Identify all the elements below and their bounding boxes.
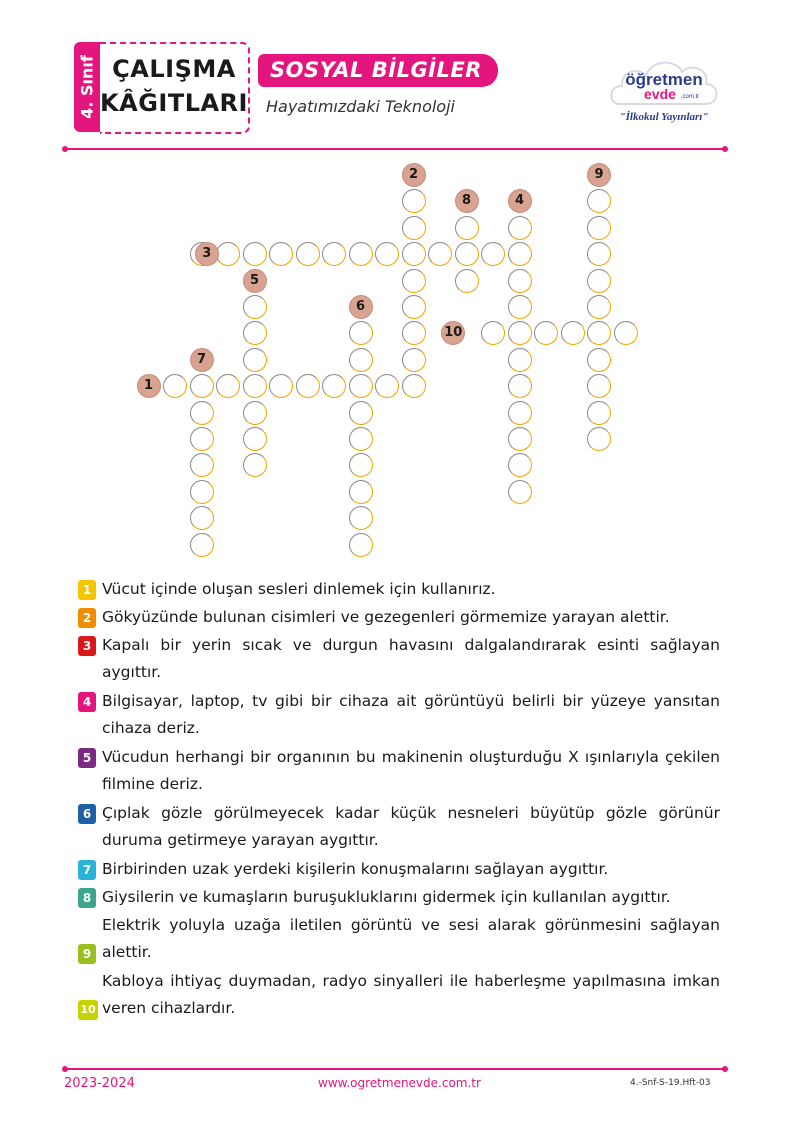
clue-text: Bilgisayar, laptop, tv gibi bir cihaza ait görüntüyü belirli bir yüzeye yansıtan cihaza deriz. (102, 692, 720, 737)
crossword-cell[interactable] (375, 374, 399, 398)
clue-text: Vücudun herhangi bir organının bu makinenin oluşturduğu X ışınlarıyla çekilen filmine deriz. (102, 748, 720, 793)
crossword-cell[interactable] (349, 348, 373, 372)
svg-text:.com.tr: .com.tr (680, 94, 700, 100)
crossword-cell[interactable] (587, 348, 611, 372)
clue-number-marker: 5 (243, 269, 267, 293)
crossword-cell[interactable] (349, 321, 373, 345)
svg-text:öğretmen: öğretmen (625, 70, 703, 89)
clue-text: Kapalı bir yerin sıcak ve durgun havasını dalgalandırarak esinti sağlayan aygıttır. (102, 636, 720, 681)
crossword-cell[interactable] (190, 401, 214, 425)
crossword-cell[interactable] (190, 374, 214, 398)
clue-number-badge: 1 (78, 580, 96, 600)
crossword-cell[interactable] (269, 374, 293, 398)
footer-year: 2023-2024 (64, 1076, 135, 1091)
crossword-cell[interactable] (349, 480, 373, 504)
crossword-cell[interactable] (481, 321, 505, 345)
crossword-cell[interactable] (402, 374, 426, 398)
crossword-cell[interactable] (587, 269, 611, 293)
crossword-cell[interactable] (243, 427, 267, 451)
crossword-cell[interactable] (402, 348, 426, 372)
crossword-cell[interactable] (322, 242, 346, 266)
clue-number-badge: 5 (78, 748, 96, 768)
clue-text: Elektrik yoluyla uzağa iletilen görüntü ve sesi alarak görünmesini sağlayan alettir. (102, 916, 720, 961)
crossword-cell[interactable] (402, 242, 426, 266)
svg-text:evde: evde (644, 86, 676, 102)
crossword-cell[interactable] (561, 321, 585, 345)
clue-item (78, 800, 720, 854)
clue-number-marker: 6 (349, 295, 373, 319)
clue-number-badge: 7 (78, 860, 96, 880)
crossword-cell[interactable] (587, 216, 611, 240)
crossword-cell[interactable] (508, 480, 532, 504)
crossword-cell[interactable] (190, 506, 214, 530)
crossword-cell[interactable] (587, 427, 611, 451)
crossword-cell[interactable] (163, 374, 187, 398)
crossword-cell[interactable] (508, 348, 532, 372)
clue-number-marker: 4 (508, 189, 532, 213)
title-line-2: KÂĞITLARI (100, 89, 248, 117)
clue-number-marker: 1 (137, 374, 161, 398)
crossword-cell[interactable] (243, 321, 267, 345)
clue-text: Çıplak gözle görülmeyecek kadar küçük nesneleri büyütüp gözle görünür duruma getirmeye yarayan aygıttır. (102, 804, 720, 849)
crossword-cell[interactable] (243, 348, 267, 372)
crossword-cell[interactable] (216, 374, 240, 398)
clue-item (78, 688, 720, 742)
crossword-cell[interactable] (190, 533, 214, 557)
crossword-cell[interactable] (508, 295, 532, 319)
crossword-cell[interactable] (508, 453, 532, 477)
crossword-cell[interactable] (455, 242, 479, 266)
clue-item (78, 744, 720, 798)
crossword-cell[interactable] (190, 480, 214, 504)
clue-item (78, 632, 720, 686)
crossword-cell[interactable] (402, 216, 426, 240)
crossword-cell[interactable] (243, 401, 267, 425)
crossword-cell[interactable] (455, 269, 479, 293)
crossword-cell[interactable] (587, 321, 611, 345)
crossword-cell[interactable] (587, 401, 611, 425)
crossword-cell[interactable] (243, 453, 267, 477)
crossword-cell[interactable] (508, 401, 532, 425)
footer-website[interactable]: www.ogretmenevde.com.tr (318, 1076, 481, 1090)
crossword-cell[interactable] (375, 242, 399, 266)
crossword-cell[interactable] (587, 189, 611, 213)
crossword-cell[interactable] (508, 374, 532, 398)
crossword-cell[interactable] (587, 374, 611, 398)
crossword-cell[interactable] (402, 189, 426, 213)
clue-number-marker: 7 (190, 348, 214, 372)
crossword-cell[interactable] (428, 242, 452, 266)
clue-number-badge: 2 (78, 608, 96, 628)
svg-text:"İlkokul Yayınları": "İlkokul Yayınları" (619, 111, 709, 123)
crossword-cell[interactable] (587, 242, 611, 266)
clue-number-badge: 3 (78, 636, 96, 656)
subject-label: SOSYAL BİLGİLER (258, 54, 498, 87)
crossword-cell[interactable] (349, 401, 373, 425)
crossword-cell[interactable] (614, 321, 638, 345)
crossword-cell[interactable] (322, 374, 346, 398)
clue-item (78, 968, 720, 1022)
crossword-cell[interactable] (508, 427, 532, 451)
crossword-cell[interactable] (349, 374, 373, 398)
clue-number-marker: 3 (195, 242, 219, 266)
clue-number-marker: 10 (441, 321, 465, 345)
topic-label: Hayatımızdaki Teknoloji (266, 97, 455, 116)
clue-item (78, 856, 720, 883)
crossword-cell[interactable] (216, 242, 240, 266)
title-line-1: ÇALIŞMA (112, 55, 236, 83)
crossword-cell[interactable] (190, 427, 214, 451)
crossword-cell[interactable] (349, 427, 373, 451)
crossword-cell[interactable] (190, 453, 214, 477)
clue-item (78, 604, 720, 631)
footer-rule-dot-right (722, 1066, 728, 1072)
crossword-cell[interactable] (402, 269, 426, 293)
clue-item (78, 576, 720, 603)
crossword-cell[interactable] (508, 269, 532, 293)
crossword-cell[interactable] (481, 242, 505, 266)
crossword-cell[interactable] (349, 506, 373, 530)
clue-text: Giysilerin ve kumaşların buruşukluklarını gidermek için kullanılan aygıttır. (102, 888, 671, 906)
crossword-cell[interactable] (402, 295, 426, 319)
clue-number-badge: 10 (78, 1000, 98, 1020)
clue-number-badge: 9 (78, 944, 96, 964)
crossword-cell[interactable] (349, 242, 373, 266)
crossword-cell[interactable] (587, 295, 611, 319)
crossword-cell[interactable] (508, 242, 532, 266)
clue-number-badge: 8 (78, 888, 96, 908)
clue-text: Kabloya ihtiyaç duymadan, radyo sinyalleri ile haberleşme yapılmasına imkan veren cihazlardır. (102, 972, 720, 1017)
clue-number-marker: 8 (455, 189, 479, 213)
crossword-cell[interactable] (534, 321, 558, 345)
crossword-cell[interactable] (243, 295, 267, 319)
crossword-cell[interactable] (349, 533, 373, 557)
clue-number-badge: 4 (78, 692, 96, 712)
footer-divider (66, 1068, 724, 1070)
crossword-cell[interactable] (243, 242, 267, 266)
crossword-cell[interactable] (508, 321, 532, 345)
clue-number-badge: 6 (78, 804, 96, 824)
crossword-cell[interactable] (269, 242, 293, 266)
crossword-cell[interactable] (349, 453, 373, 477)
clue-text: Birbirinden uzak yerdeki kişilerin konuşmalarını sağlayan aygıttır. (102, 860, 609, 878)
crossword-cell[interactable] (508, 216, 532, 240)
clue-number-marker: 9 (587, 163, 611, 187)
crossword-cell[interactable] (296, 374, 320, 398)
clue-text: Gökyüzünde bulunan cisimleri ve gezegenleri görmemize yarayan alettir. (102, 608, 670, 626)
crossword-cell[interactable] (455, 216, 479, 240)
grade-label: 4. Sınıf (77, 55, 97, 119)
crossword-cell[interactable] (243, 374, 267, 398)
crossword-cell[interactable] (296, 242, 320, 266)
clue-number-marker: 2 (402, 163, 426, 187)
footer-code: 4.-Snf-S-19.Hft-03 (630, 1078, 711, 1088)
crossword-cell[interactable] (402, 321, 426, 345)
clue-text: Vücut içinde oluşan sesleri dinlemek için kullanırız. (102, 580, 496, 598)
clue-item (78, 884, 720, 911)
clue-item (78, 912, 720, 966)
